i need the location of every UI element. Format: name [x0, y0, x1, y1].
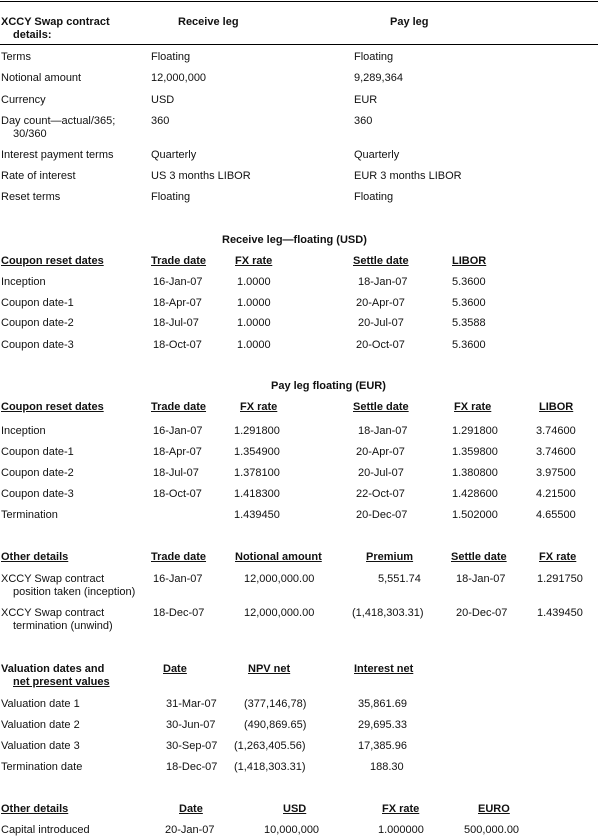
- table-cell: 188.30: [370, 761, 404, 773]
- table-cell: 1.359800: [452, 446, 498, 458]
- table-cell: 20-Jan-07: [165, 824, 215, 836]
- table-cell: Coupon date-1: [1, 446, 74, 458]
- contract-label: Rate of interest: [1, 170, 76, 182]
- table-cell: Coupon date-1: [1, 297, 74, 309]
- table-cell: 20-Apr-07: [356, 297, 405, 309]
- contract-label: Reset terms: [1, 191, 61, 203]
- table-cell: (1,263,405.56): [234, 740, 306, 752]
- table-cell: 20-Jul-07: [358, 467, 404, 479]
- contract-label: Interest payment terms: [1, 149, 114, 161]
- table-cell: (377,146,78): [244, 698, 307, 710]
- table-cell: 18-Jan-07: [358, 425, 408, 437]
- receive-col-libor: LIBOR: [452, 255, 487, 267]
- receive-leg-title: Receive leg—floating (USD): [222, 234, 367, 246]
- table-cell: 17,385.96: [358, 740, 407, 752]
- receive-col-settle-date: Settle date: [353, 255, 409, 267]
- table-cell: 1.439450: [537, 607, 583, 619]
- other-col-fx-rate: FX rate: [539, 551, 577, 563]
- contract-header-rule: [0, 44, 598, 45]
- pay-col-fx-rate: FX rate: [240, 401, 278, 413]
- contract-pay: Floating: [354, 191, 394, 203]
- contract-title: XCCY Swap contract details:: [1, 16, 110, 41]
- table-cell: 18-Apr-07: [153, 297, 202, 309]
- pay-leg-title: Pay leg floating (EUR): [271, 380, 386, 392]
- table-cell: 20-Oct-07: [356, 339, 405, 351]
- table-cell: 22-Oct-07: [356, 488, 405, 500]
- table-cell: 1.291750: [537, 573, 583, 585]
- table-cell: 20-Dec-07: [356, 509, 408, 521]
- table-cell: 18-Oct-07: [153, 488, 202, 500]
- table-cell: 30-Jun-07: [166, 719, 216, 731]
- other-col-notional: Notional amount: [235, 551, 322, 563]
- table-cell: 16-Jan-07: [153, 276, 203, 288]
- table-cell: 10,000,000: [264, 824, 320, 836]
- contract-receive: Floating: [151, 191, 191, 203]
- table-cell: 29,695.33: [358, 719, 407, 731]
- other-col-settle-date: Settle date: [451, 551, 507, 563]
- contract-receive: USD: [151, 94, 175, 106]
- table-cell: 1.0000: [237, 339, 271, 351]
- table-cell: 1.428600: [452, 488, 498, 500]
- table-cell: 20-Dec-07: [456, 607, 508, 619]
- table-cell: Coupon date-3: [1, 339, 74, 351]
- table-cell: 1.502000: [452, 509, 498, 521]
- table-cell: 3.97500: [536, 467, 576, 479]
- table-cell: 18-Apr-07: [153, 446, 202, 458]
- table-cell: 1.380800: [452, 467, 498, 479]
- table-cell: Valuation date 3: [1, 740, 80, 752]
- table-cell: 18-Oct-07: [153, 339, 202, 351]
- contract-label: Terms: [1, 51, 31, 63]
- table-cell: 3.74600: [536, 425, 576, 437]
- other-col-details: Other details: [1, 551, 69, 563]
- table-cell: 1.000000: [378, 824, 424, 836]
- contract-pay: 360: [354, 115, 373, 127]
- table-cell: (490,869.65): [244, 719, 307, 731]
- table-cell: 1.378100: [234, 467, 280, 479]
- table-cell: Coupon date-2: [1, 467, 74, 479]
- top-rule: [0, 1, 598, 2]
- valuation-col-date: Date: [163, 663, 187, 675]
- table-cell: 5,551.74: [378, 573, 421, 585]
- table-cell: 1.354900: [234, 446, 280, 458]
- table-cell: 35,861.69: [358, 698, 407, 710]
- table-cell: XCCY Swap contract position taken (inception): [1, 573, 136, 598]
- table-cell: Termination date: [1, 761, 83, 773]
- pay-leg-header: Pay leg: [390, 16, 429, 28]
- pay-col-settle-date: Settle date: [353, 401, 409, 413]
- table-cell: 16-Jan-07: [153, 573, 203, 585]
- table-cell: 1.291800: [452, 425, 498, 437]
- contract-pay: EUR 3 months LIBOR: [354, 170, 462, 182]
- table-cell: Capital introduced: [1, 824, 90, 836]
- table-cell: 1.0000: [237, 297, 271, 309]
- other2-col-usd: USD: [283, 803, 307, 815]
- pay-col-fx-rate-2: FX rate: [454, 401, 492, 413]
- table-cell: 1.439450: [234, 509, 280, 521]
- table-cell: 18-Jan-07: [358, 276, 408, 288]
- table-cell: (1,418,303.31): [352, 607, 424, 619]
- table-cell: 5.3600: [452, 339, 486, 351]
- table-cell: 500,000.00: [464, 824, 520, 836]
- other2-col-date: Date: [179, 803, 203, 815]
- contract-label: Currency: [1, 94, 46, 106]
- valuation-header: Valuation dates and net present values: [1, 663, 110, 688]
- contract-receive: 360: [151, 115, 170, 127]
- table-cell: Coupon date-2: [1, 317, 74, 329]
- valuation-col-npv: NPV net: [248, 663, 291, 675]
- valuation-col-interest: Interest net: [354, 663, 414, 675]
- table-cell: 5.3588: [452, 317, 486, 329]
- table-cell: 30-Sep-07: [166, 740, 218, 752]
- receive-col-trade-date: Trade date: [151, 255, 207, 267]
- table-cell: Coupon date-3: [1, 488, 74, 500]
- table-cell: Valuation date 1: [1, 698, 80, 710]
- table-cell: 20-Jul-07: [358, 317, 404, 329]
- other2-col-details: Other details: [1, 803, 69, 815]
- contract-receive: Floating: [151, 51, 191, 63]
- table-cell: 1.418300: [234, 488, 280, 500]
- pay-col-coupon-reset: Coupon reset dates: [1, 401, 104, 413]
- table-cell: (1,418,303.31): [234, 761, 306, 773]
- contract-receive: Quarterly: [151, 149, 197, 161]
- table-cell: Termination: [1, 509, 58, 521]
- table-cell: 1.0000: [237, 317, 271, 329]
- table-cell: 4.65500: [536, 509, 576, 521]
- table-cell: 20-Apr-07: [356, 446, 405, 458]
- table-cell: Valuation date 2: [1, 719, 80, 731]
- contract-pay: Floating: [354, 51, 394, 63]
- table-cell: 18-Jul-07: [153, 317, 199, 329]
- table-cell: 3.74600: [536, 446, 576, 458]
- table-cell: Inception: [1, 276, 46, 288]
- table-cell: 18-Jan-07: [456, 573, 506, 585]
- table-cell: XCCY Swap contract termination (unwind): [1, 607, 113, 632]
- other2-col-euro: EURO: [478, 803, 510, 815]
- table-cell: 1.0000: [237, 276, 271, 288]
- table-cell: 12,000,000.00: [244, 607, 315, 619]
- contract-label: Day count—actual/365; 30/360: [1, 115, 116, 140]
- table-cell: 31-Mar-07: [166, 698, 217, 710]
- contract-receive: US 3 months LIBOR: [151, 170, 251, 182]
- table-cell: 12,000,000.00: [244, 573, 315, 585]
- receive-col-coupon-reset: Coupon reset dates: [1, 255, 104, 267]
- other2-col-fx-rate: FX rate: [382, 803, 420, 815]
- table-cell: 4.21500: [536, 488, 576, 500]
- table-cell: 5.3600: [452, 276, 486, 288]
- receive-leg-header: Receive leg: [178, 16, 239, 28]
- contract-pay: Quarterly: [354, 149, 400, 161]
- table-cell: 18-Dec-07: [153, 607, 205, 619]
- table-cell: 5.3600: [452, 297, 486, 309]
- other-col-trade-date: Trade date: [151, 551, 207, 563]
- pay-col-libor: LIBOR: [539, 401, 574, 413]
- contract-pay: 9,289,364: [354, 72, 403, 84]
- table-cell: 1.291800: [234, 425, 280, 437]
- contract-pay: EUR: [354, 94, 378, 106]
- receive-col-fx-rate: FX rate: [235, 255, 273, 267]
- table-cell: 18-Jul-07: [153, 467, 199, 479]
- table-cell: 18-Dec-07: [166, 761, 218, 773]
- contract-receive: 12,000,000: [151, 72, 207, 84]
- other-col-premium: Premium: [366, 551, 414, 563]
- table-cell: 16-Jan-07: [153, 425, 203, 437]
- pay-col-trade-date: Trade date: [151, 401, 207, 413]
- contract-label: Notional amount: [1, 72, 82, 84]
- table-cell: Inception: [1, 425, 46, 437]
